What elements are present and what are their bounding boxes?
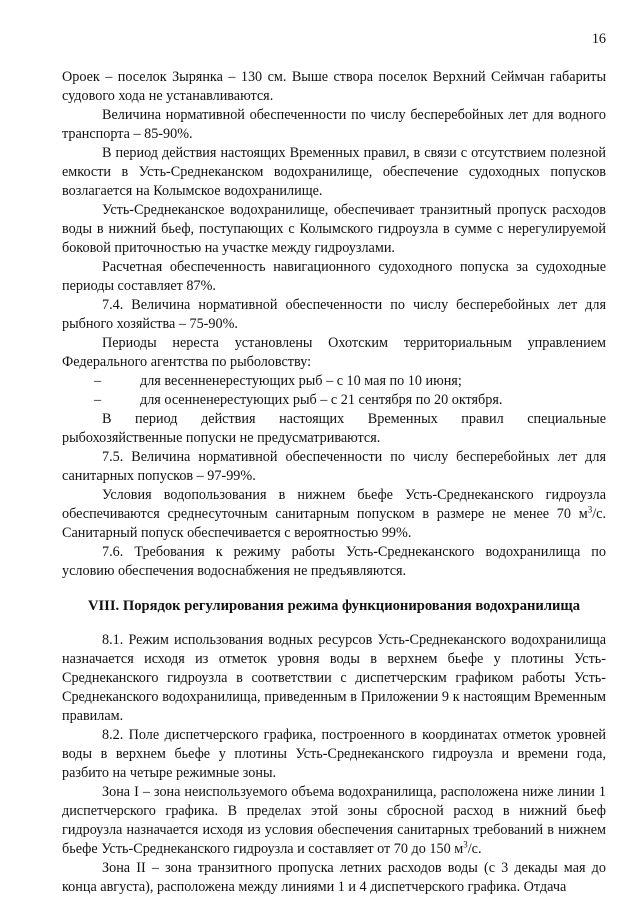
document-page [62,30,606,895]
list-item [62,372,606,391]
paragraph-zone-2: Зона II – зона транзитного пропуска летних расходов воды (с 3 декады мая до конца августа), расположена между линиями 1 и 4 диспетчерского графика. Отдача [62,860,606,895]
paragraph-text: /с. Санитарный попуск обеспечивается с вероятностью 99%. [62,506,606,541]
paragraph: Усть-Среднеканское водохранилище, обеспечивает транзитный пропуск расходов воды в нижний бьеф, поступающих с Колымского гидроузла в сумме с нерегулируемой боковой приточностью на участке между гидроузлами. [62,202,606,256]
superscript: 3 [463,839,468,850]
paragraph: В период действия настоящих Временных правил специальные рыбохозяйственные попуски не предусматриваются. [62,411,606,446]
page-number: 16 [591,31,606,47]
list-dash: – [94,373,102,389]
paragraph-text: Зона I – зона неиспользуемого объема водохранилища, расположена ниже линии 1 диспетчерского графика. В пределах этой зоны сбросной расход в нижний бьеф гидроузла назначается исходя из условия обеспечения санитарных требований в нижнем бьефе Усть-Среднеканского гидроузла и составляет от 70 до 150 м [62,784,606,857]
paragraph: 8.1. Режим использования водных ресурсов Усть-Среднеканского водохранилища назначается исходя из отметок уровня воды в верхнем бьефе у плотины Усть-Среднеканского гидроузла в соответствии с диспетчерским графиком работы Усть-Среднеканского водохранилища, приведенным в Приложении 9 к настоящим Временным правилам. [62,632,606,724]
paragraph: 7.6. Требования к режиму работы Усть-Среднеканского водохранилища по условию обеспечения водоснабжения не предъявляются. [62,544,606,579]
list-dash: – [94,392,102,408]
paragraph-text: Условия водопользования в нижнем бьефе Усть-Среднеканского гидроузла обеспечиваются среднесуточным санитарным попуском в размере не менее 70 м [62,487,606,522]
list-item-text: для весенненерестующих рыб – с 10 мая по 10 июня; [140,373,462,389]
superscript: 3 [587,504,593,515]
list-item [62,391,606,410]
paragraph: 7.5. Величина нормативной обеспеченности по числу бесперебойных лет для санитарных попусков – 97-99%. [62,449,606,484]
paragraph: Ороек – поселок Зырянка – 130 см. Выше створа поселок Верхний Сеймчан габариты судового хода не устанавливаются. [62,69,606,104]
paragraph: Периоды нереста установлены Охотским территориальным управлением Федерального агентства по рыболовству: [62,335,606,370]
paragraph-text: /с. [467,841,482,857]
paragraph-zone-1 [62,783,606,859]
document-body [62,68,606,897]
paragraph: Расчетная обеспеченность навигационного судоходного попуска за судоходные периоды составляет 87%. [62,259,606,294]
section-heading: VIII. Порядок регулирования режима функционирования водохранилища [87,598,581,614]
paragraph: 8.2. Поле диспетчерского графика, построенного в координатах отметок уровней воды в верхнем бьефе у плотины Усть-Среднеканского гидроузла и времени года, разбито на четыре режимные зоны. [62,727,606,781]
list-item-text: для осенненерестующих рыб – с 21 сентября по 20 октября. [140,392,503,408]
paragraph-sanitary-release [62,486,606,543]
paragraph: Величина нормативной обеспеченности по числу бесперебойных лет для водного транспорта – 85-90%. [62,107,606,142]
paragraph: 7.4. Величина нормативной обеспеченности по числу бесперебойных лет для рыбного хозяйства – 75-90%. [62,297,606,332]
paragraph: В период действия настоящих Временных правил, в связи с отсутствием полезной емкости в Усть-Среднеканском водохранилище, обеспечение судоходных попусков возлагается на Колымское водохранилище. [62,145,606,199]
